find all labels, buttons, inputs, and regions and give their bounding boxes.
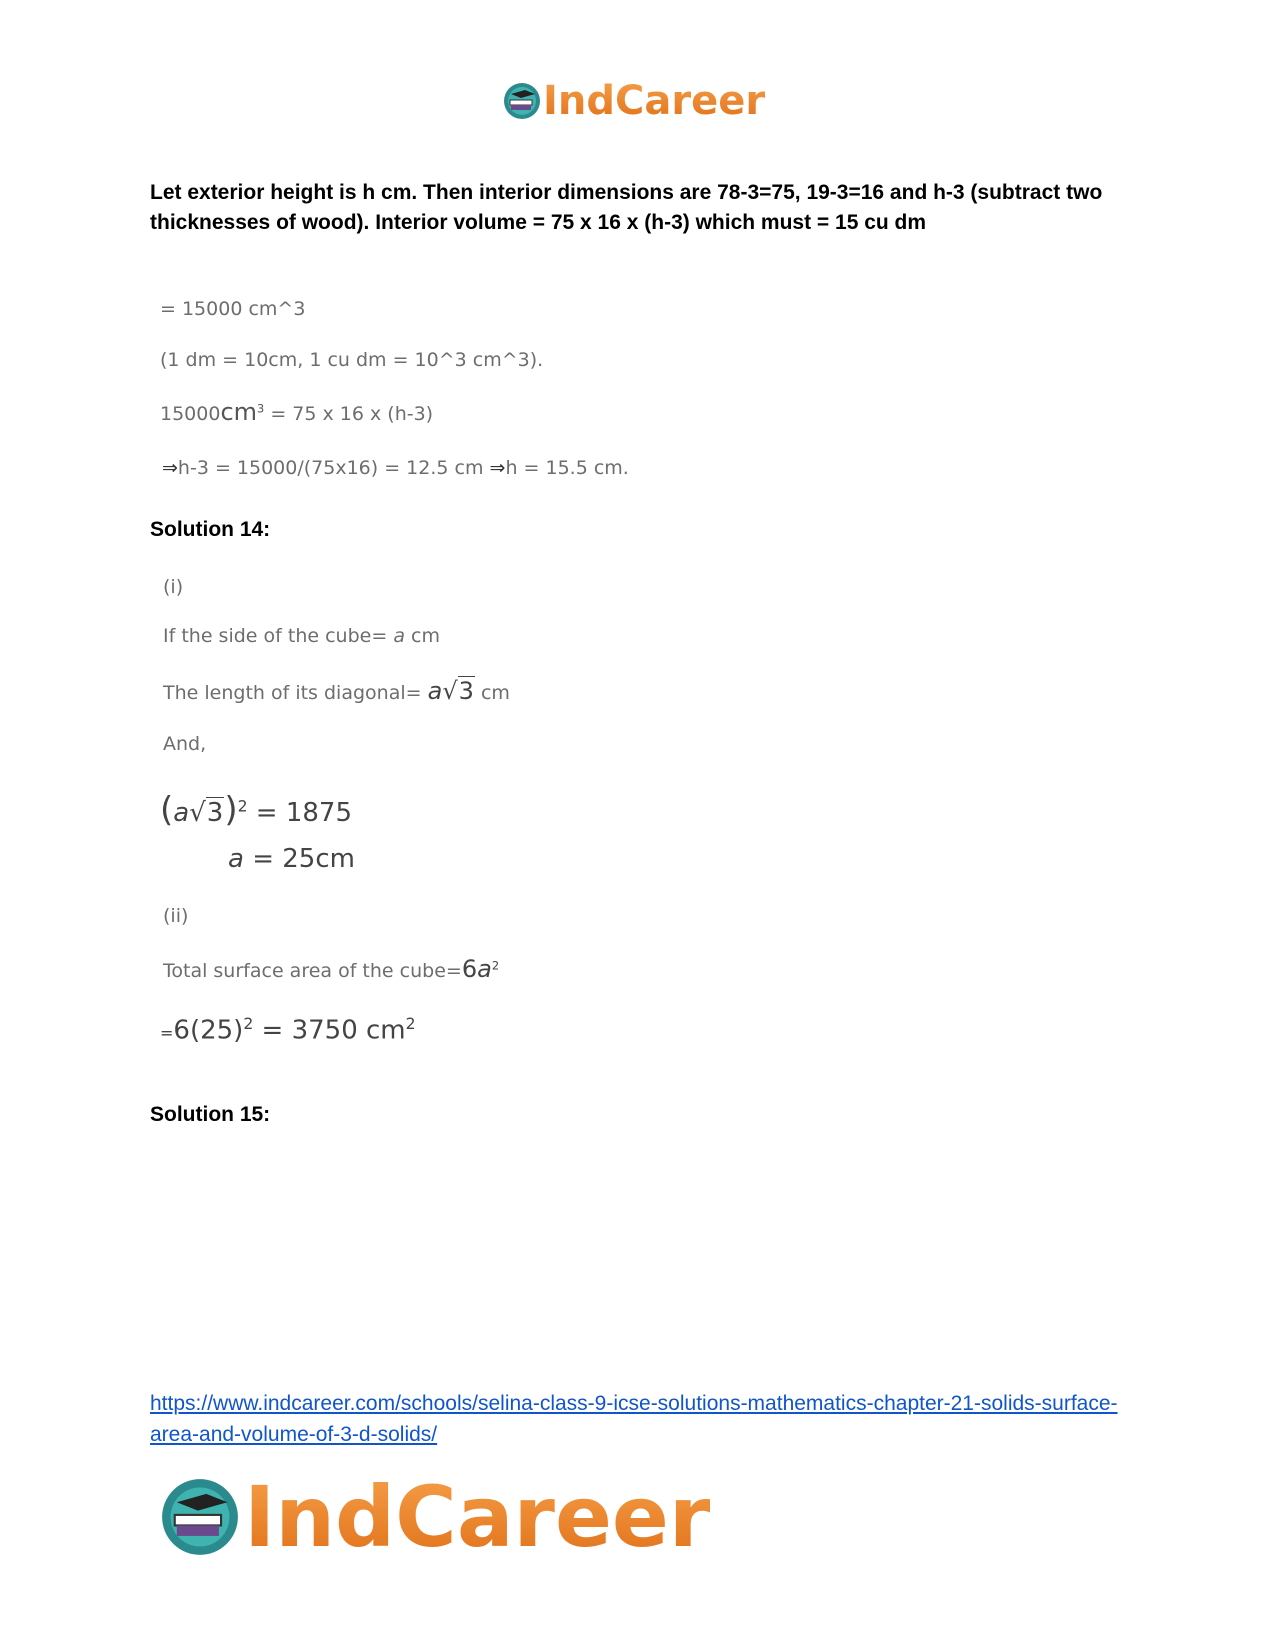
step-equation-unit: cm (220, 398, 258, 426)
eq1-root: 3 (206, 798, 224, 828)
part-ii-label: (ii) (163, 905, 189, 927)
sqrt-icon: √ (442, 677, 458, 705)
implies-arrow-icon: ⇒ (162, 457, 178, 479)
and-text: And, (163, 733, 207, 755)
tsa-exp: 2 (491, 958, 500, 973)
res-coef: 6 (173, 1015, 190, 1046)
indcareer-logo-bottom (160, 1468, 710, 1566)
tsa-coef: 6 (461, 955, 478, 983)
tsa-line (163, 955, 499, 983)
step-equation-rhs: = 75 x 16 x (h-3) (270, 403, 434, 425)
solution-15-heading: Solution 15: (150, 1103, 271, 1126)
res-unit-exp: 2 (405, 1015, 416, 1033)
res-paren: (25) (189, 1015, 244, 1046)
logo-text: IndCareer (543, 78, 766, 124)
step-volume: = 15000 cm^3 (160, 298, 306, 320)
side-result (228, 844, 355, 874)
step-unit-conversion: (1 dm = 10cm, 1 cu dm = 10^3 cm^3). (160, 349, 544, 371)
intro-paragraph: Let exterior height is h cm. Then interior dimensions are 78-3=75, 19-3=16 and h-3 (subtract two thicknesses of wood). Interior volume = 75 x 16 x (h-3) which must = 15 cu dm (150, 181, 1103, 234)
step-equation-lhs: 15000 (160, 403, 221, 425)
eq2-rhs: = 25cm (252, 844, 355, 874)
cube-side-var: a (393, 625, 405, 647)
diagonal-equation (160, 790, 352, 830)
sqrt-icon: √ (189, 798, 206, 828)
paren-open: ( (160, 790, 174, 830)
indcareer-logo-top (503, 78, 765, 124)
tsa-text: Total surface area of the cube= (163, 960, 462, 982)
eq1-rhs: = 1875 (255, 798, 352, 828)
eq1-exp: 2 (237, 797, 248, 816)
step-result (162, 457, 629, 479)
step-result-a: h-3 = 15000/(75x16) = 12.5 cm (177, 457, 484, 479)
diagonal-text: The length of its diagonal= (163, 682, 422, 704)
logo-text: IndCareer (244, 1468, 711, 1566)
eq2-var: a (228, 844, 244, 874)
cube-side-text: If the side of the cube= (163, 625, 388, 647)
diagonal-unit: cm (480, 682, 510, 704)
graduation-book-icon (503, 82, 541, 120)
paren-close: ) (224, 790, 238, 830)
tsa-result (160, 1015, 416, 1046)
solution-14-heading: Solution 14: (150, 518, 271, 541)
step-result-b: h = 15.5 cm. (505, 457, 629, 479)
cube-side-line (163, 625, 440, 647)
part-i-label: (i) (163, 576, 184, 598)
eq1-var: a (173, 798, 190, 828)
step-equation (160, 398, 433, 426)
res-rhs: = 3750 cm (261, 1015, 406, 1046)
diagonal-root: 3 (458, 677, 474, 705)
res-exp: 2 (243, 1015, 254, 1033)
res-prefix: = (160, 1023, 174, 1043)
cube-side-unit: cm (411, 625, 440, 647)
graduation-book-icon (160, 1477, 240, 1557)
implies-arrow-icon: ⇒ (489, 457, 506, 479)
step-equation-exp: 3 (257, 401, 265, 416)
tsa-var: a (477, 955, 492, 983)
source-link[interactable]: https://www.indcareer.com/schools/selina-class-9-icse-solutions-mathematics-chapter-21-solids-surface-area-and-volume-of-3-d-solids/ (150, 1392, 1118, 1446)
diagonal-var: a (427, 677, 443, 705)
diagonal-line (163, 677, 510, 705)
